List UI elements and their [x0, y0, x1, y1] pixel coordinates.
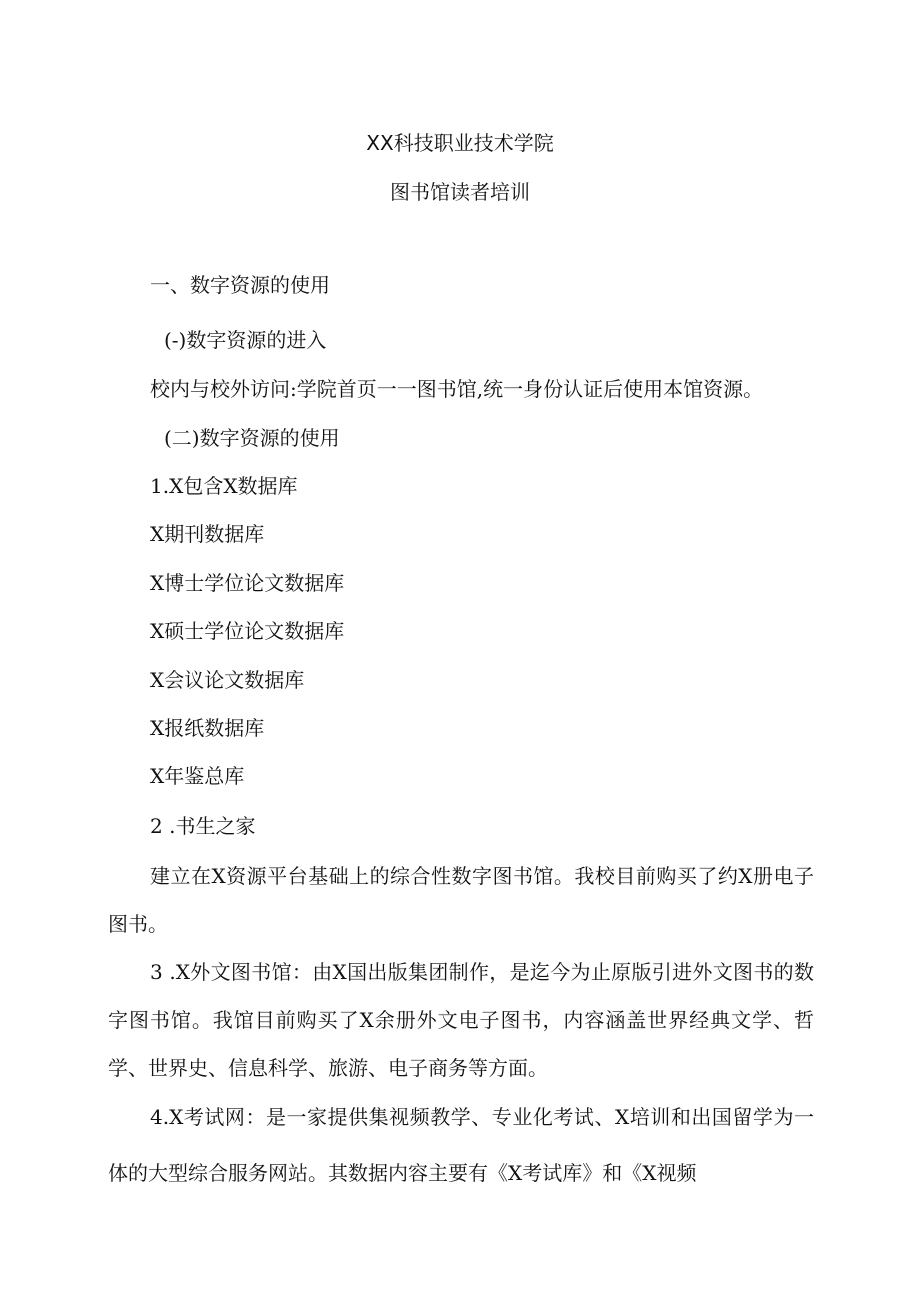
database-item: X期刊数据库	[150, 522, 265, 546]
database-item: X会议论文数据库	[150, 668, 305, 692]
access-text: 校内与校外访问:学院首页一一图书馆,统一身份认证后使用本馆资源。	[150, 377, 764, 401]
section-heading: 一、数字资源的使用	[150, 273, 330, 297]
item2-heading: 2 .书生之家	[150, 814, 256, 838]
item2-paragraph: 建立在X资源平台基础上的综合性数字图书馆。我校目前购买了约X册电子图书。	[108, 864, 814, 936]
database-item: X报纸数据库	[150, 716, 265, 740]
subsection-heading-usage: (二)数字资源的使用	[164, 426, 340, 450]
item4-paragraph: 4.X考试网：是一家提供集视频教学、专业化考试、X培训和出国留学为一体的大型综合服务网站。其数据内容主要有《X考试库》和《X视频	[108, 1105, 814, 1185]
item1-heading: 1.X包含X数据库	[150, 474, 298, 498]
institution-title: XX科技职业技术学院	[366, 131, 554, 155]
database-item: X硕士学位论文数据库	[150, 619, 345, 643]
database-item: X博士学位论文数据库	[150, 571, 345, 595]
page-subtitle: 图书馆读者培训	[390, 180, 530, 204]
database-item: X年鉴总库	[150, 764, 245, 788]
subsection-heading-access: (-)数字资源的进入	[164, 328, 327, 352]
item3-paragraph: 3 .X外文图书馆：由X国出版集团制作，是迄今为止原版引进外文图书的数字图书馆。我馆目前购买了X余册外文电子图书，内容涵盖世界经典文学、哲学、世界史、信息科学、旅游、电子商务等方面。	[108, 960, 814, 1080]
